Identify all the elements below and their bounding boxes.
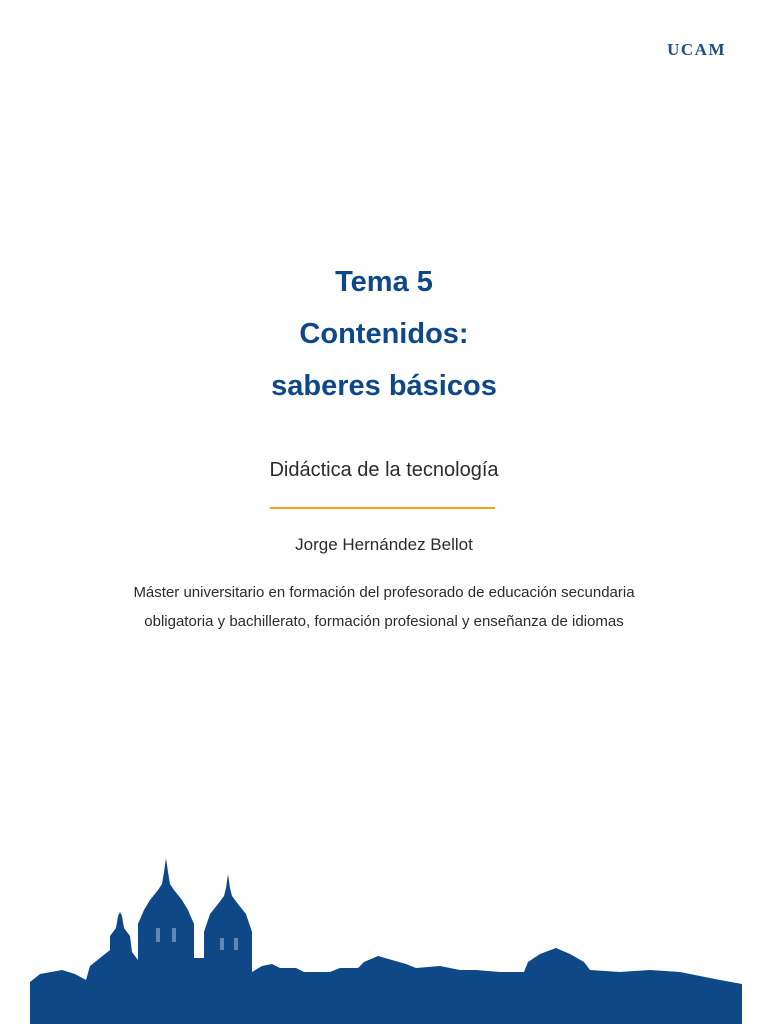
cover-title	[0, 256, 768, 412]
subject-name: Didáctica de la tecnología	[269, 459, 499, 481]
title-line-knowledge: saberes básicos	[271, 370, 497, 402]
cathedral-skyline-silhouette	[0, 854, 768, 1024]
program-line-2: obligatoria y bachillerato, formación profesional y enseñanza de idiomas	[144, 613, 624, 630]
title-divider	[270, 507, 495, 509]
title-line-contents: Contenidos:	[299, 318, 469, 350]
program-description	[0, 578, 768, 636]
author-name: Jorge Hernández Bellot	[295, 535, 473, 554]
ucam-logo: UCAM	[667, 40, 726, 59]
program-line-1: Máster universitario en formación del profesorado de educación secundaria	[133, 584, 635, 601]
title-line-topic: Tema 5	[335, 266, 433, 298]
